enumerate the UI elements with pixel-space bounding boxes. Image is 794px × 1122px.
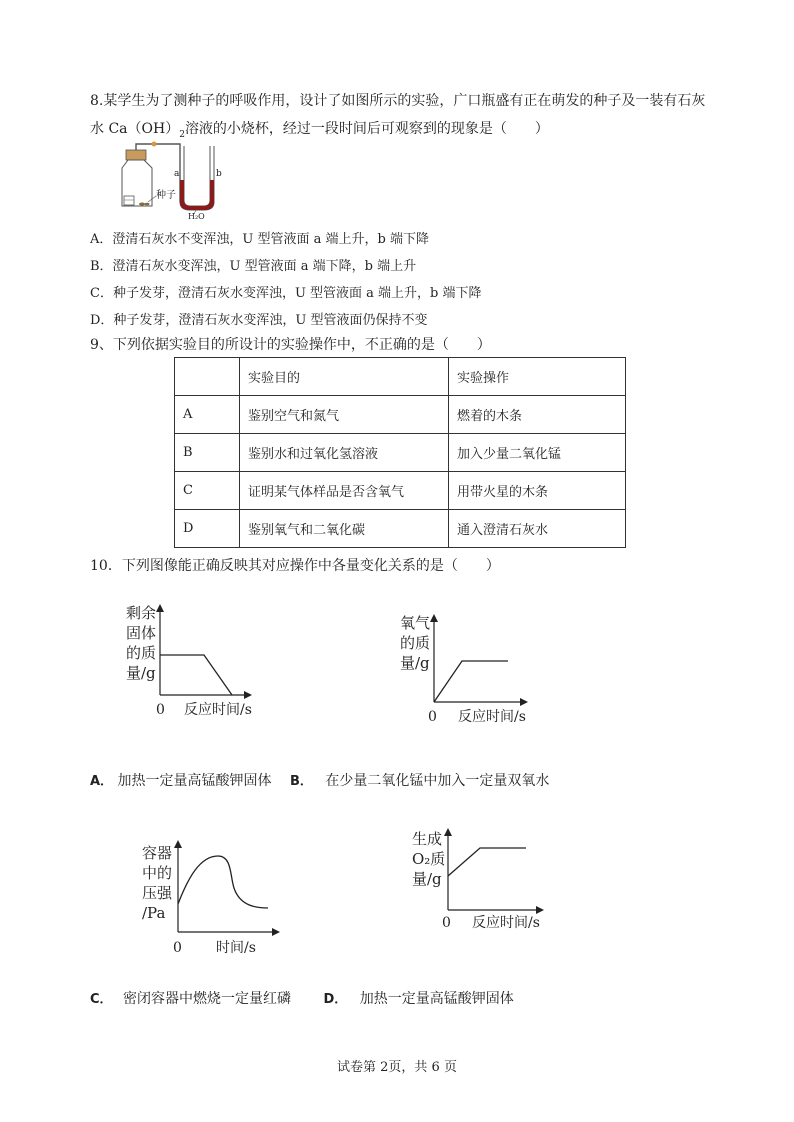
q8-stem-line1: 8.某学生为了测种子的呼吸作用，设计了如图所示的实验，广口瓶盛有正在萌发的种子及一装有石灰 — [90, 93, 706, 109]
q8-option-c: C．种子发芽，澄清石灰水变浑浊，U 型管液面 a 端上升，b 端下降 — [90, 286, 482, 301]
u-tube-label-a: a — [174, 169, 180, 179]
table-header-cell — [175, 358, 240, 396]
q8-option-b: B．澄清石灰水变浑浊，U 型管液面 a 端下降，b 端上升 — [90, 259, 417, 274]
graph-a-ylabel-1: 剩余 — [126, 604, 157, 622]
option-c-text: 密闭容器中燃烧一定量红磷 — [123, 991, 291, 1007]
option-b-label: B． — [289, 774, 313, 789]
graph-d-curve — [448, 848, 526, 876]
graph-c-ylabel-1: 容器 — [142, 844, 173, 862]
table-header-cell: 实验操作 — [449, 358, 626, 396]
graph-b-origin: 0 — [428, 709, 437, 725]
graph-a-ylabel-3: 的质 — [126, 644, 157, 662]
q8-option-d: D．种子发芽，澄清石灰水变浑浊，U 型管液面仍保持不变 — [90, 313, 428, 328]
option-b-text: 在少量二氧化锰中加入一定量双氧水 — [325, 773, 550, 789]
tube-clamp — [152, 142, 157, 147]
graph-a-origin: 0 — [156, 702, 165, 718]
graph-d — [408, 826, 568, 936]
table-cell: 证明某气体样品是否含氧气 — [240, 472, 449, 510]
table-cell: 鉴别氧气和二氧化碳 — [240, 510, 449, 548]
u-tube-label-b: b — [216, 169, 222, 179]
graph-b-ylabel-3: 量/g — [400, 654, 430, 672]
graph-c-origin: 0 — [173, 940, 182, 956]
q9-stem: 9、下列依据实验目的所设计的实验操作中，不正确的是（ ） — [90, 337, 491, 353]
option-a-label: A． — [90, 774, 114, 789]
water-label: H₂O — [188, 212, 205, 220]
wide-mouth-bottle — [122, 160, 152, 206]
option-d-label: D． — [323, 992, 348, 1007]
q8-stem-line2 — [90, 118, 549, 140]
table-row — [175, 510, 626, 548]
q10-caption-cd — [90, 988, 514, 1008]
q8-stem-line2-b: 溶液的小烧杯，经过一段时间后可观察到的现象是（ ） — [184, 121, 549, 137]
graph-a-xlabel: 反应时间/s — [184, 702, 252, 718]
graph-d-xlabel: 反应时间/s — [472, 915, 540, 931]
table-cell: A — [175, 396, 240, 434]
graph-c-ylabel-3: 压强 — [142, 884, 173, 902]
q9-experiment-table — [174, 357, 626, 548]
graph-d-ylabel-1: 生成 — [412, 830, 443, 848]
bottle-stopper — [126, 150, 146, 160]
table-row — [175, 396, 626, 434]
graph-b-xlabel: 反应时间/s — [458, 709, 526, 725]
graph-a-ylabel-2: 固体 — [126, 624, 157, 642]
q8-stem-subscript: 2 — [179, 129, 185, 140]
table-header-cell: 实验目的 — [240, 358, 449, 396]
table-row — [175, 472, 626, 510]
graph-b-curve — [434, 661, 508, 702]
table-row — [175, 434, 626, 472]
graph-d-ylabel-2: O₂质 — [412, 850, 446, 868]
graph-a-ylabel-4: 量/g — [126, 664, 156, 682]
table-header-row — [175, 358, 626, 396]
table-cell: 鉴别空气和氮气 — [240, 396, 449, 434]
table-cell: D — [175, 510, 240, 548]
q8-option-a: A．澄清石灰水不变浑浊，U 型管液面 a 端上升，b 端下降 — [90, 232, 429, 247]
option-c-label: C． — [90, 992, 113, 1007]
graph-b-ylabel-1: 氧气 — [400, 614, 431, 632]
table-cell: 鉴别水和过氧化氢溶液 — [240, 434, 449, 472]
q10-caption-ab — [90, 770, 549, 790]
graph-a — [118, 602, 278, 722]
graph-c-xlabel: 时间/s — [216, 940, 256, 956]
graph-d-ylabel-3: 量/g — [412, 870, 442, 888]
small-beaker — [124, 196, 134, 205]
table-cell: 通入澄清石灰水 — [449, 510, 626, 548]
graph-b — [396, 612, 556, 728]
graph-a-curve — [160, 655, 232, 695]
table-cell: 燃着的木条 — [449, 396, 626, 434]
table-cell: 用带火星的木条 — [449, 472, 626, 510]
q8-apparatus-figure — [112, 138, 227, 220]
seed-label: 种子 — [156, 190, 176, 201]
table-cell: 加入少量二氧化锰 — [449, 434, 626, 472]
q10-stem: 10．下列图像能正确反映其对应操作中各量变化关系的是（ ） — [90, 558, 500, 574]
graph-c-curve — [178, 856, 268, 908]
graph-c — [140, 838, 300, 960]
graph-b-ylabel-2: 的质 — [400, 634, 431, 652]
option-a-text: 加热一定量高锰酸钾固体 — [117, 773, 272, 789]
graph-d-origin: 0 — [442, 915, 451, 931]
seeds — [139, 203, 145, 206]
table-cell: C — [175, 472, 240, 510]
graph-c-ylabel-4: /Pa — [142, 904, 166, 922]
q8-stem-line2-a: 水 Ca（OH） — [90, 121, 180, 137]
table-cell: B — [175, 434, 240, 472]
option-d-text: 加热一定量高锰酸钾固体 — [359, 991, 514, 1007]
graph-c-ylabel-2: 中的 — [142, 864, 173, 882]
page-footer: 试卷第 2页，共 6 页 — [337, 1060, 457, 1075]
u-tube — [180, 146, 214, 210]
